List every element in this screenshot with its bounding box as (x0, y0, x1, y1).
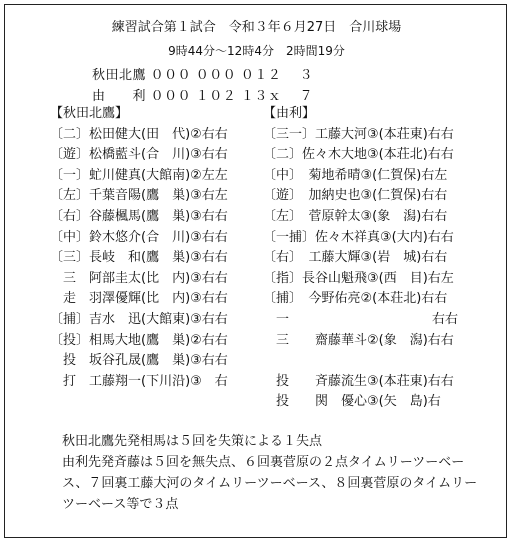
player-row: 〔中〕 菊地希晴③(仁賀保)右左 (263, 167, 448, 183)
score-row-home (92, 85, 313, 104)
lineup-left (50, 104, 280, 392)
player-row: 走 羽澤優輝(比 内)③右右 (50, 291, 228, 307)
note-paragraph: 秋田北鷹先発相馬は５回を失策による１失点 (62, 434, 323, 449)
player-row: 投 関 優心③(矢 島)右 (263, 394, 441, 410)
player-row: 〔遊〕松橋藍斗(合 川)③右右 (50, 147, 228, 163)
game-notes (62, 431, 482, 515)
player-row: 投 斉藤流生③(本荘東)右右 (263, 373, 454, 389)
player-row: 〔三〕長岐 和(鷹 巣)③右右 (50, 250, 228, 266)
player-row: 〔三一〕工藤大河③(本荘東)右右 (263, 126, 454, 142)
player-row: 〔二〕松田健大(田 代)②右右 (50, 126, 228, 142)
player-row: 〔二〕佐々木大地③(本荘北)右右 (263, 147, 454, 163)
player-row: 〔指〕長谷山魁飛③(西 目)右左 (263, 270, 454, 286)
team-label: 【由利】 (263, 106, 316, 121)
team-label: 【秋田北鷹】 (50, 106, 129, 121)
total-score: ７ (299, 89, 314, 104)
player-row: 〔右〕谷藤楓馬(鷹 巣)③右右 (50, 208, 228, 224)
player-row (263, 351, 493, 372)
player-row: 〔右〕 工藤大輝③(岩 城)右右 (263, 250, 448, 266)
player-row: 投 坂谷孔晟(鷹 巣)③右右 (50, 353, 228, 369)
total-score: ３ (299, 68, 314, 83)
player-row: 〔左〕千葉音陽(鷹 巣)③右左 (50, 188, 228, 204)
player-row: 打 工藤翔一(下川沿)③ 右 (50, 373, 228, 389)
player-row: 〔中〕鈴木悠介(合 川)③右右 (50, 229, 228, 245)
game-title: 練習試合第１試合 令和３年６月27日 合川球場 (111, 20, 402, 35)
player-row: 〔捕〕 今野佑亮②(本荘北)右右 (263, 291, 448, 307)
player-row: 三 齋藤華斗②(象 潟)右右 (263, 332, 454, 348)
player-row: 〔左〕 菅原幹太③(象 潟)右右 (263, 208, 448, 224)
player-row: 三 阿部圭太(比 内)③右右 (50, 270, 228, 286)
lineup-right (263, 104, 493, 413)
player-row: 〔投〕相馬大地(鷹 巣)②右右 (50, 332, 228, 348)
player-row: 〔一〕虻川健真(大館南)②左左 (50, 167, 228, 183)
player-row: 一 右右 (263, 311, 459, 327)
score-row-away (92, 64, 313, 83)
team-name: 秋田北鷹 (92, 68, 147, 83)
inning-scores: ０００ ０００ ０１２ (150, 68, 282, 83)
game-time: 9時44分～12時4分 2時間19分 (168, 44, 345, 58)
team-name: 由 利 (92, 89, 147, 104)
player-row: 〔一捕〕佐々木祥真③(大内)右右 (263, 229, 454, 245)
note-paragraph: 由利先発斉藤は５回を無失点、６回裏菅原の２点タイムリーツーベース、７回裏工藤大河のタイムリーツーベース、８回裏菅原のタイムリーツーベース等で３点 (62, 455, 478, 512)
player-row: 〔捕〕吉水 迅(大館東)③右右 (50, 311, 228, 327)
player-row: 〔遊〕 加納史也③(仁賀保)右右 (263, 188, 448, 204)
inning-scores: ０００ １０２ １３ｘ (150, 89, 282, 104)
